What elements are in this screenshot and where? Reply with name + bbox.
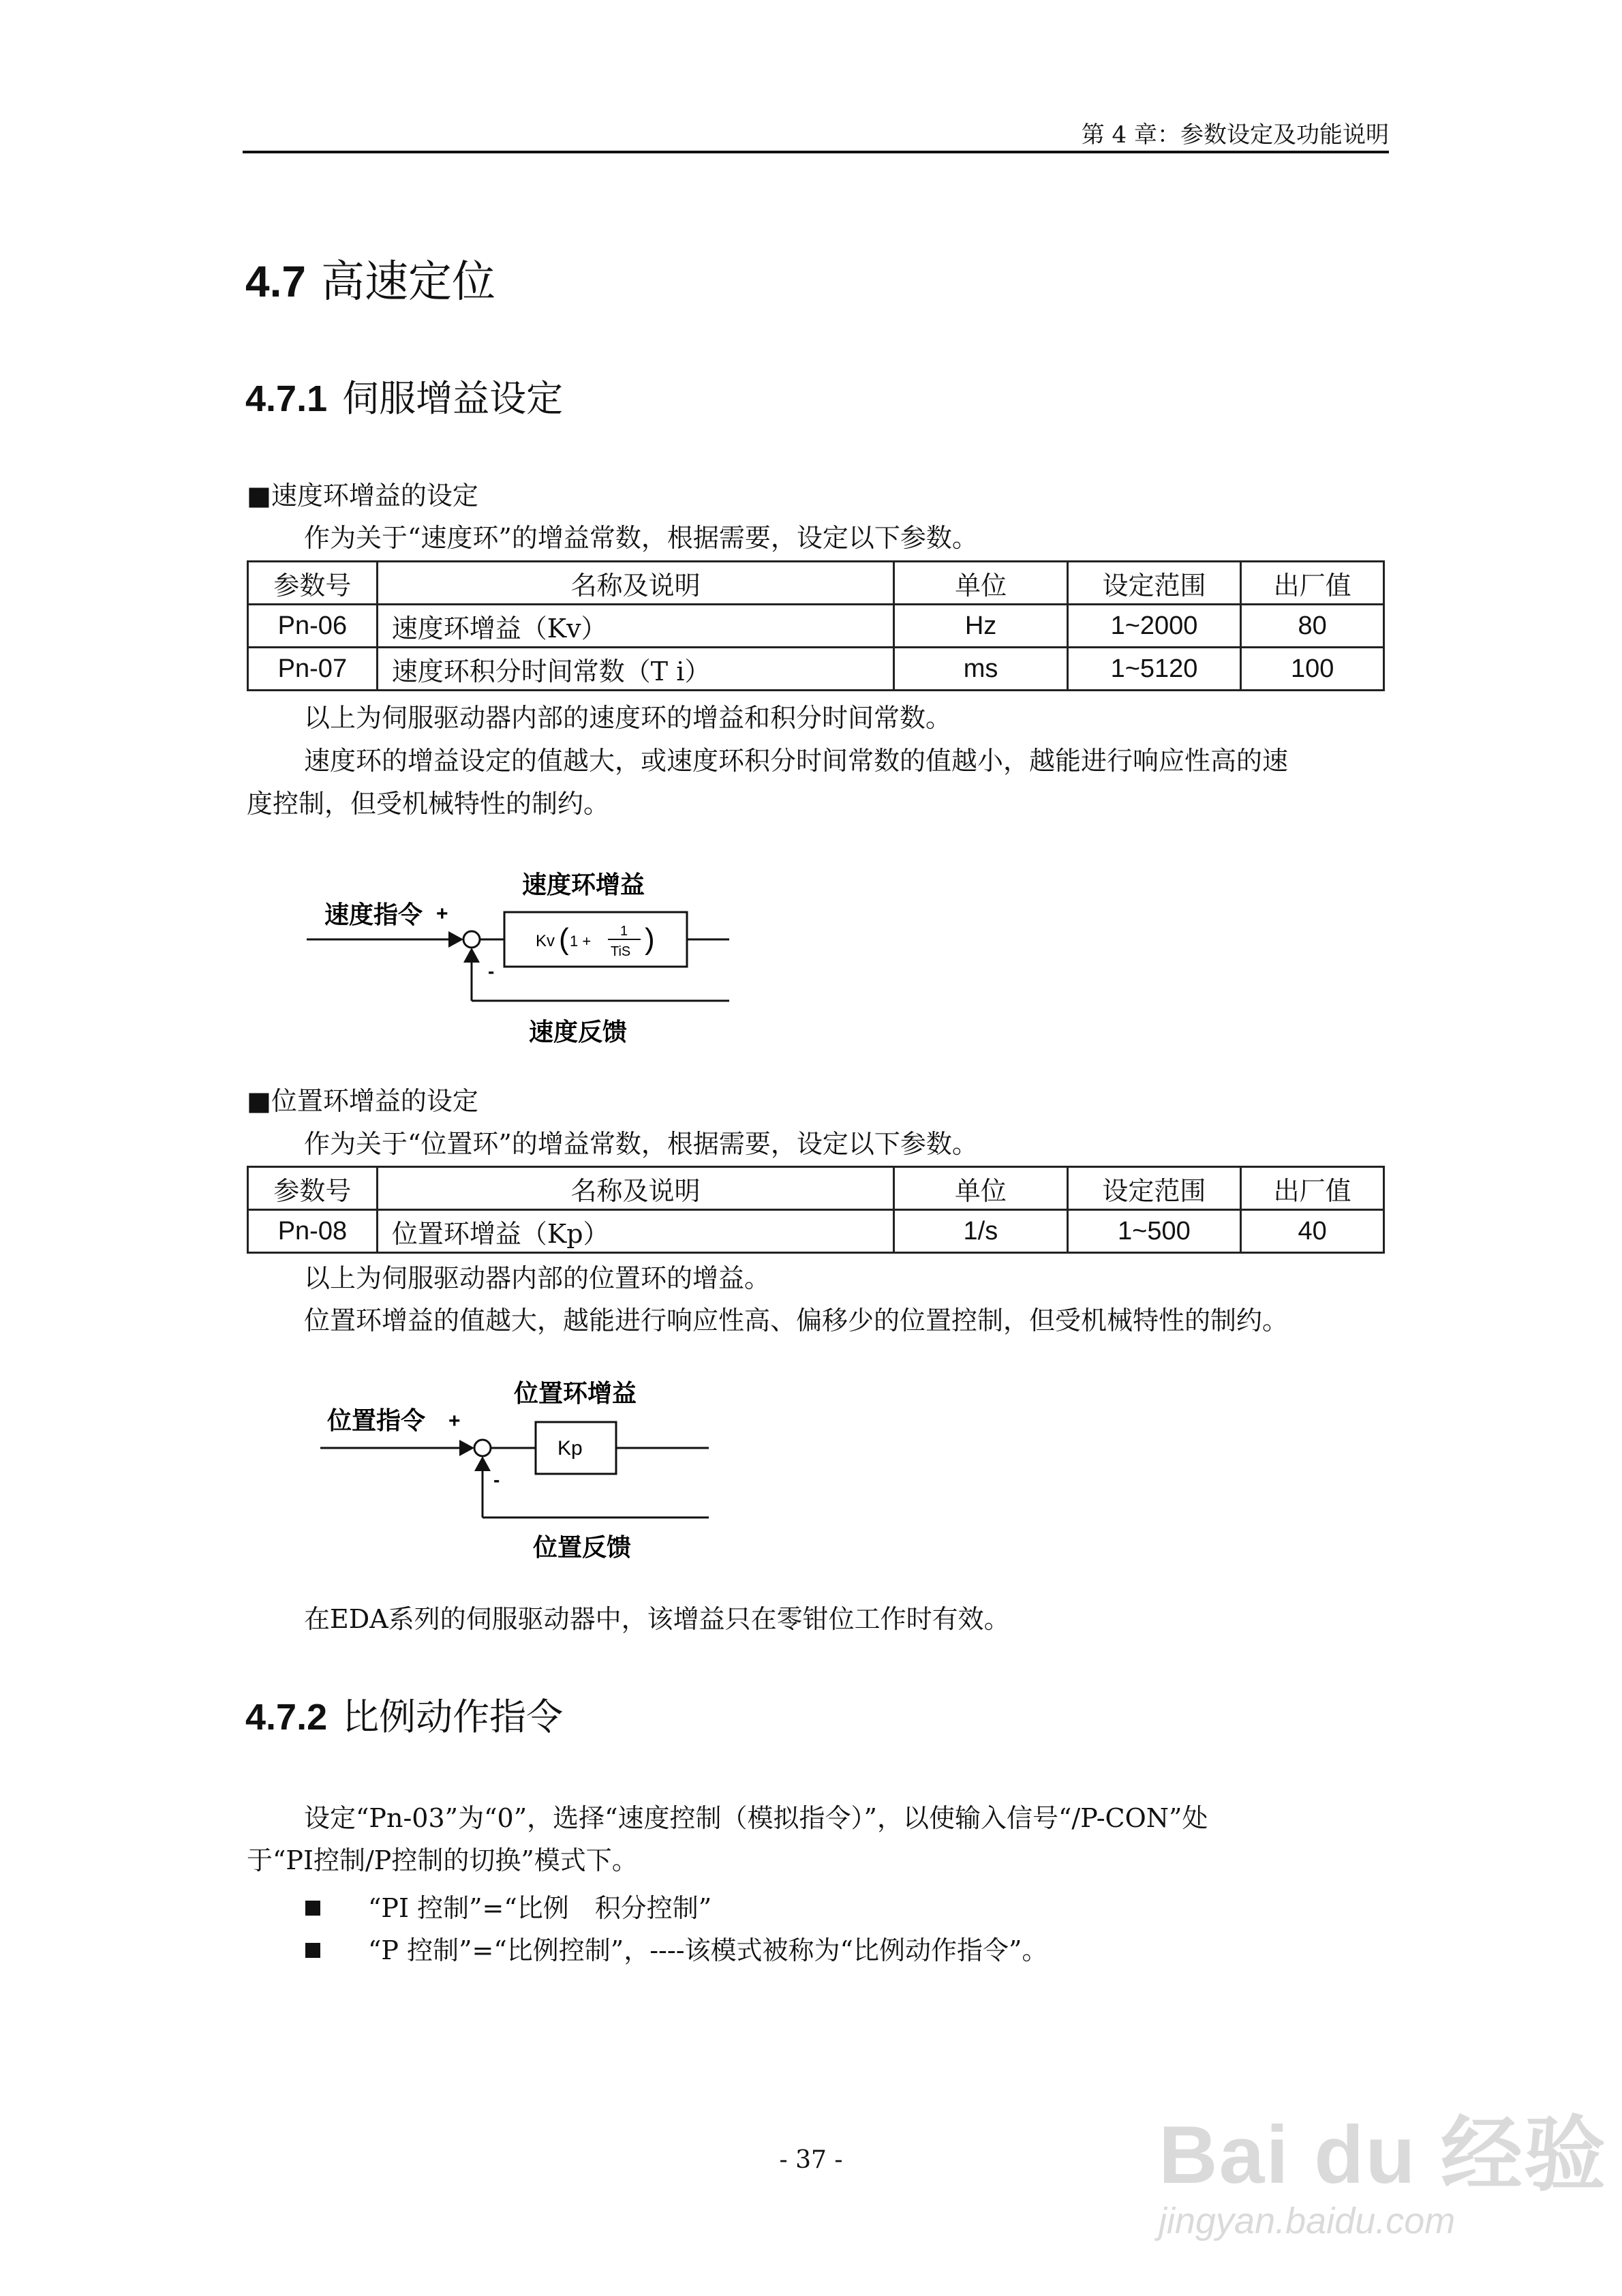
speed-feedback-label: 速度反馈 bbox=[529, 1018, 628, 1046]
table-header-cell: 参数号 bbox=[248, 1167, 378, 1210]
speed-loop-param-table bbox=[247, 560, 1385, 691]
speed-gain-title: 速度环增益 bbox=[522, 871, 645, 898]
position-gain-title: 位置环增益 bbox=[514, 1379, 637, 1407]
table-row bbox=[248, 605, 1384, 648]
input-arrow bbox=[448, 931, 463, 948]
position-feedback-label: 位置反馈 bbox=[533, 1533, 632, 1561]
table-header-cell: 出厂值 bbox=[1241, 1167, 1384, 1210]
subsection-number-2: 4.7.2 bbox=[245, 1697, 328, 1738]
minus-sign: - bbox=[488, 961, 495, 982]
position-loop-note-2: 位置环增益的值越大，越能进行响应性高、偏移少的位置控制，但受机械特性的制约。 bbox=[304, 1305, 1289, 1335]
feedback-arrow bbox=[463, 948, 480, 963]
speed-loop-note-2-cont: 度控制，但受机械特性的制约。 bbox=[247, 789, 610, 819]
table-cell: 速度环增益（Kv） bbox=[377, 605, 894, 648]
table-cell: 80 bbox=[1241, 605, 1384, 648]
one-plus-text: 1 + bbox=[570, 933, 592, 950]
table-header-cell: 名称及说明 bbox=[377, 562, 894, 605]
proportional-para-line-1: 设定“Pn-03”为“0”，选择“速度控制（模拟指令）”，以使输入信号“/P-CON”处 bbox=[304, 1803, 1208, 1833]
plus-sign: + bbox=[436, 903, 448, 925]
table-header-cell: 出厂值 bbox=[1241, 562, 1384, 605]
watermark-logo-text: Bai du 经验 bbox=[1159, 2109, 1608, 2201]
table-cell: 1~5120 bbox=[1067, 648, 1241, 691]
position-loop-note-3: 在EDA系列的伺服驱动器中，该增益只在零钳位工作时有效。 bbox=[304, 1604, 1010, 1634]
table-row bbox=[248, 648, 1384, 691]
speed-loop-heading: ■速度环增益的设定 bbox=[247, 481, 478, 511]
table-cell: 40 bbox=[1241, 1210, 1384, 1253]
watermark-url: jingyan.baidu.com bbox=[1159, 2201, 1456, 2241]
summing-junction bbox=[463, 931, 480, 948]
table-cell: 1~2000 bbox=[1067, 605, 1241, 648]
close-paren: ) bbox=[645, 922, 655, 956]
table-cell: 位置环增益（Kp） bbox=[377, 1210, 893, 1253]
table-cell: 1/s bbox=[894, 1210, 1067, 1253]
feedback-arrow bbox=[474, 1456, 491, 1471]
table-cell: Pn-06 bbox=[248, 605, 378, 648]
speed-loop-block-diagram bbox=[300, 845, 763, 1070]
table-header-cell: 单位 bbox=[894, 1167, 1067, 1210]
bullet-text: “PI 控制”=“比例 积分控制” bbox=[368, 1893, 712, 1923]
subsection-title-2 bbox=[245, 1688, 563, 1740]
subsection-title-1 bbox=[245, 369, 563, 422]
bullet-square-icon bbox=[305, 1943, 320, 1958]
position-loop-param-table bbox=[247, 1166, 1385, 1254]
minus-sign: - bbox=[493, 1469, 500, 1490]
speed-gain-block bbox=[504, 912, 687, 967]
kp-symbol: Kp bbox=[557, 1437, 583, 1460]
subsection-title-text-1: 伺服增益设定 bbox=[342, 377, 564, 420]
subsection-title-text-2: 比例动作指令 bbox=[342, 1695, 564, 1738]
table-header-row bbox=[248, 1167, 1384, 1210]
table-cell: Hz bbox=[894, 605, 1067, 648]
kv-symbol: Kv bbox=[536, 932, 555, 950]
table-header-cell: 参数号 bbox=[248, 562, 378, 605]
table-cell: Pn-07 bbox=[248, 648, 378, 691]
section-title-text: 高速定位 bbox=[320, 257, 495, 307]
table-row bbox=[248, 1210, 1384, 1253]
fraction-denominator: TiS bbox=[611, 944, 631, 959]
table-header-cell: 设定范围 bbox=[1067, 562, 1241, 605]
speed-loop-intro: 作为关于“速度环”的增益常数，根据需要，设定以下参数。 bbox=[304, 523, 978, 553]
table-header-cell: 名称及说明 bbox=[377, 1167, 893, 1210]
section-title bbox=[245, 247, 495, 309]
table-header-cell: 单位 bbox=[894, 562, 1067, 605]
table-header-cell: 设定范围 bbox=[1067, 1167, 1241, 1210]
speed-loop-note-2: 速度环的增益设定的值越大，或速度环积分时间常数的值越小，越能进行响应性高的速 bbox=[304, 746, 1289, 776]
chapter-header: 第 4 章：参数设定及功能说明 bbox=[1081, 121, 1389, 149]
baidu-jingyan-watermark bbox=[1159, 2089, 1608, 2267]
proportional-para-line-2: 于“PI控制/P控制的切换”模式下。 bbox=[247, 1845, 638, 1875]
list-item bbox=[305, 1929, 1047, 1967]
table-cell: 1~500 bbox=[1067, 1210, 1241, 1253]
page-number: - 37 - bbox=[779, 2146, 843, 2174]
header-divider bbox=[243, 151, 1389, 153]
table-cell: 100 bbox=[1241, 648, 1384, 691]
speed-loop-note-1: 以上为伺服驱动器内部的速度环的增益和积分时间常数。 bbox=[304, 703, 952, 733]
table-header-row bbox=[248, 562, 1384, 605]
bullet-text: “P 控制”=“比例控制”，----该模式被称为“比例动作指令”。 bbox=[368, 1935, 1048, 1965]
position-command-label: 位置指令 bbox=[327, 1406, 426, 1434]
speed-command-label: 速度指令 bbox=[324, 901, 423, 928]
position-loop-intro: 作为关于“位置环”的增益常数，根据需要，设定以下参数。 bbox=[304, 1129, 978, 1159]
list-item bbox=[305, 1887, 711, 1924]
position-loop-note-1: 以上为伺服驱动器内部的位置环的增益。 bbox=[304, 1263, 771, 1293]
section-number: 4.7 bbox=[245, 257, 306, 306]
position-loop-block-diagram bbox=[313, 1363, 736, 1575]
fraction-numerator: 1 bbox=[620, 924, 628, 939]
table-cell: 速度环积分时间常数（T i） bbox=[377, 648, 894, 691]
bullet-square-icon bbox=[305, 1901, 320, 1916]
subsection-number-1: 4.7.1 bbox=[245, 378, 328, 419]
table-cell: Pn-08 bbox=[248, 1210, 378, 1253]
open-paren: ( bbox=[559, 922, 569, 956]
input-arrow bbox=[459, 1440, 474, 1456]
summing-junction bbox=[474, 1440, 491, 1456]
position-loop-heading: ■位置环增益的设定 bbox=[247, 1086, 478, 1116]
table-cell: ms bbox=[894, 648, 1067, 691]
plus-sign: + bbox=[448, 1410, 461, 1432]
